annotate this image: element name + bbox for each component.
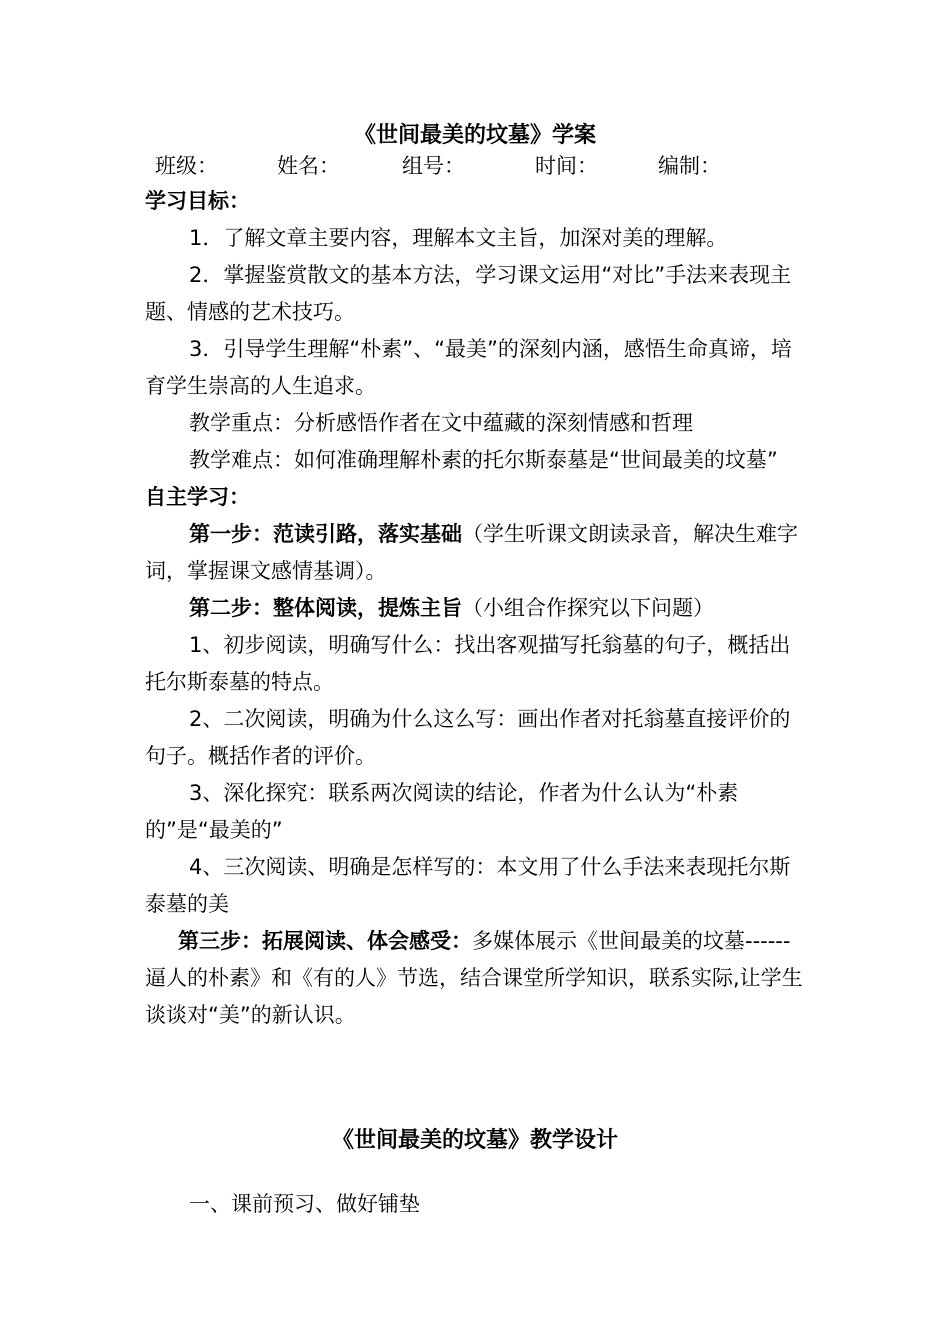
goal-item-3: 3．引导学生理解“朴素”、“最美”的深刻内涵，感悟生命真谛，培育学生崇高的人生追求。 xyxy=(145,337,792,398)
question-item-2: 2、二次阅读，明确为什么这么写：画出作者对托翁墓直接评价的句子。概括作者的评价。 xyxy=(145,707,791,768)
step-three xyxy=(145,923,807,1034)
goal-item-1: 1．了解文章主要内容，理解本文主旨，加深对美的理解。 xyxy=(189,226,728,250)
step-three-title: 第三步：拓展阅读、体会感受： xyxy=(178,929,472,953)
step-one-title: 第一步：范读引路，落实基础 xyxy=(189,522,462,546)
learning-goals-heading: 学习目标： xyxy=(145,189,250,213)
question-item-1: 1、初步阅读，明确写什么：找出客观描写托翁墓的句子，概括出托尔斯泰墓的特点。 xyxy=(145,633,791,694)
step-one-text: （学生听课文朗读录音，解决生难字词，掌握课文感情基调）。 xyxy=(145,522,798,583)
editor-label: 编制： xyxy=(658,154,721,178)
document-title: 《世间最美的坟墓》学案 xyxy=(353,123,596,148)
question-item-3: 3、深化探究：联系两次阅读的结论，作者为什么认为“朴素的”是“最美的” xyxy=(145,781,739,842)
section-one-heading: 一、课前预习、做好铺垫 xyxy=(189,1192,420,1216)
name-label: 姓名： xyxy=(277,154,340,178)
teaching-difficulty: 教学难点：如何准确理解朴素的托尔斯泰墓是“世间最美的坟墓” xyxy=(189,448,778,472)
step-one xyxy=(145,516,807,590)
class-label: 班级： xyxy=(155,154,218,178)
group-label: 组号： xyxy=(402,154,465,178)
question-item-4: 4、三次阅读、明确是怎样写的：本文用了什么手法来表现托尔斯泰墓的美 xyxy=(145,855,791,916)
step-two xyxy=(145,590,807,627)
goal-item-2: 2．掌握鉴赏散文的基本方法，学习课文运用“对比”手法来表现主题、情感的艺术技巧。 xyxy=(145,263,792,324)
step-two-text: （小组合作探究以下问题） xyxy=(462,596,714,620)
teaching-design-title: 《世间最美的坟墓》教学设计 xyxy=(331,1128,618,1153)
student-info-row xyxy=(0,152,950,180)
step-two-title: 第二步：整体阅读，提炼主旨 xyxy=(189,596,462,620)
time-label: 时间： xyxy=(535,154,598,178)
teaching-key-point: 教学重点：分析感悟作者在文中蕴藏的深刻情感和哲理 xyxy=(189,411,693,435)
step-three-text: 多媒体展示《世间最美的坟墓------逼人的朴素》和《有的人》节选，结合课堂所学知识，联系实际,让学生谈谈对“美”的新认识。 xyxy=(145,929,803,1027)
study-plan-body xyxy=(145,183,807,1034)
self-study-heading: 自主学习： xyxy=(145,485,250,509)
